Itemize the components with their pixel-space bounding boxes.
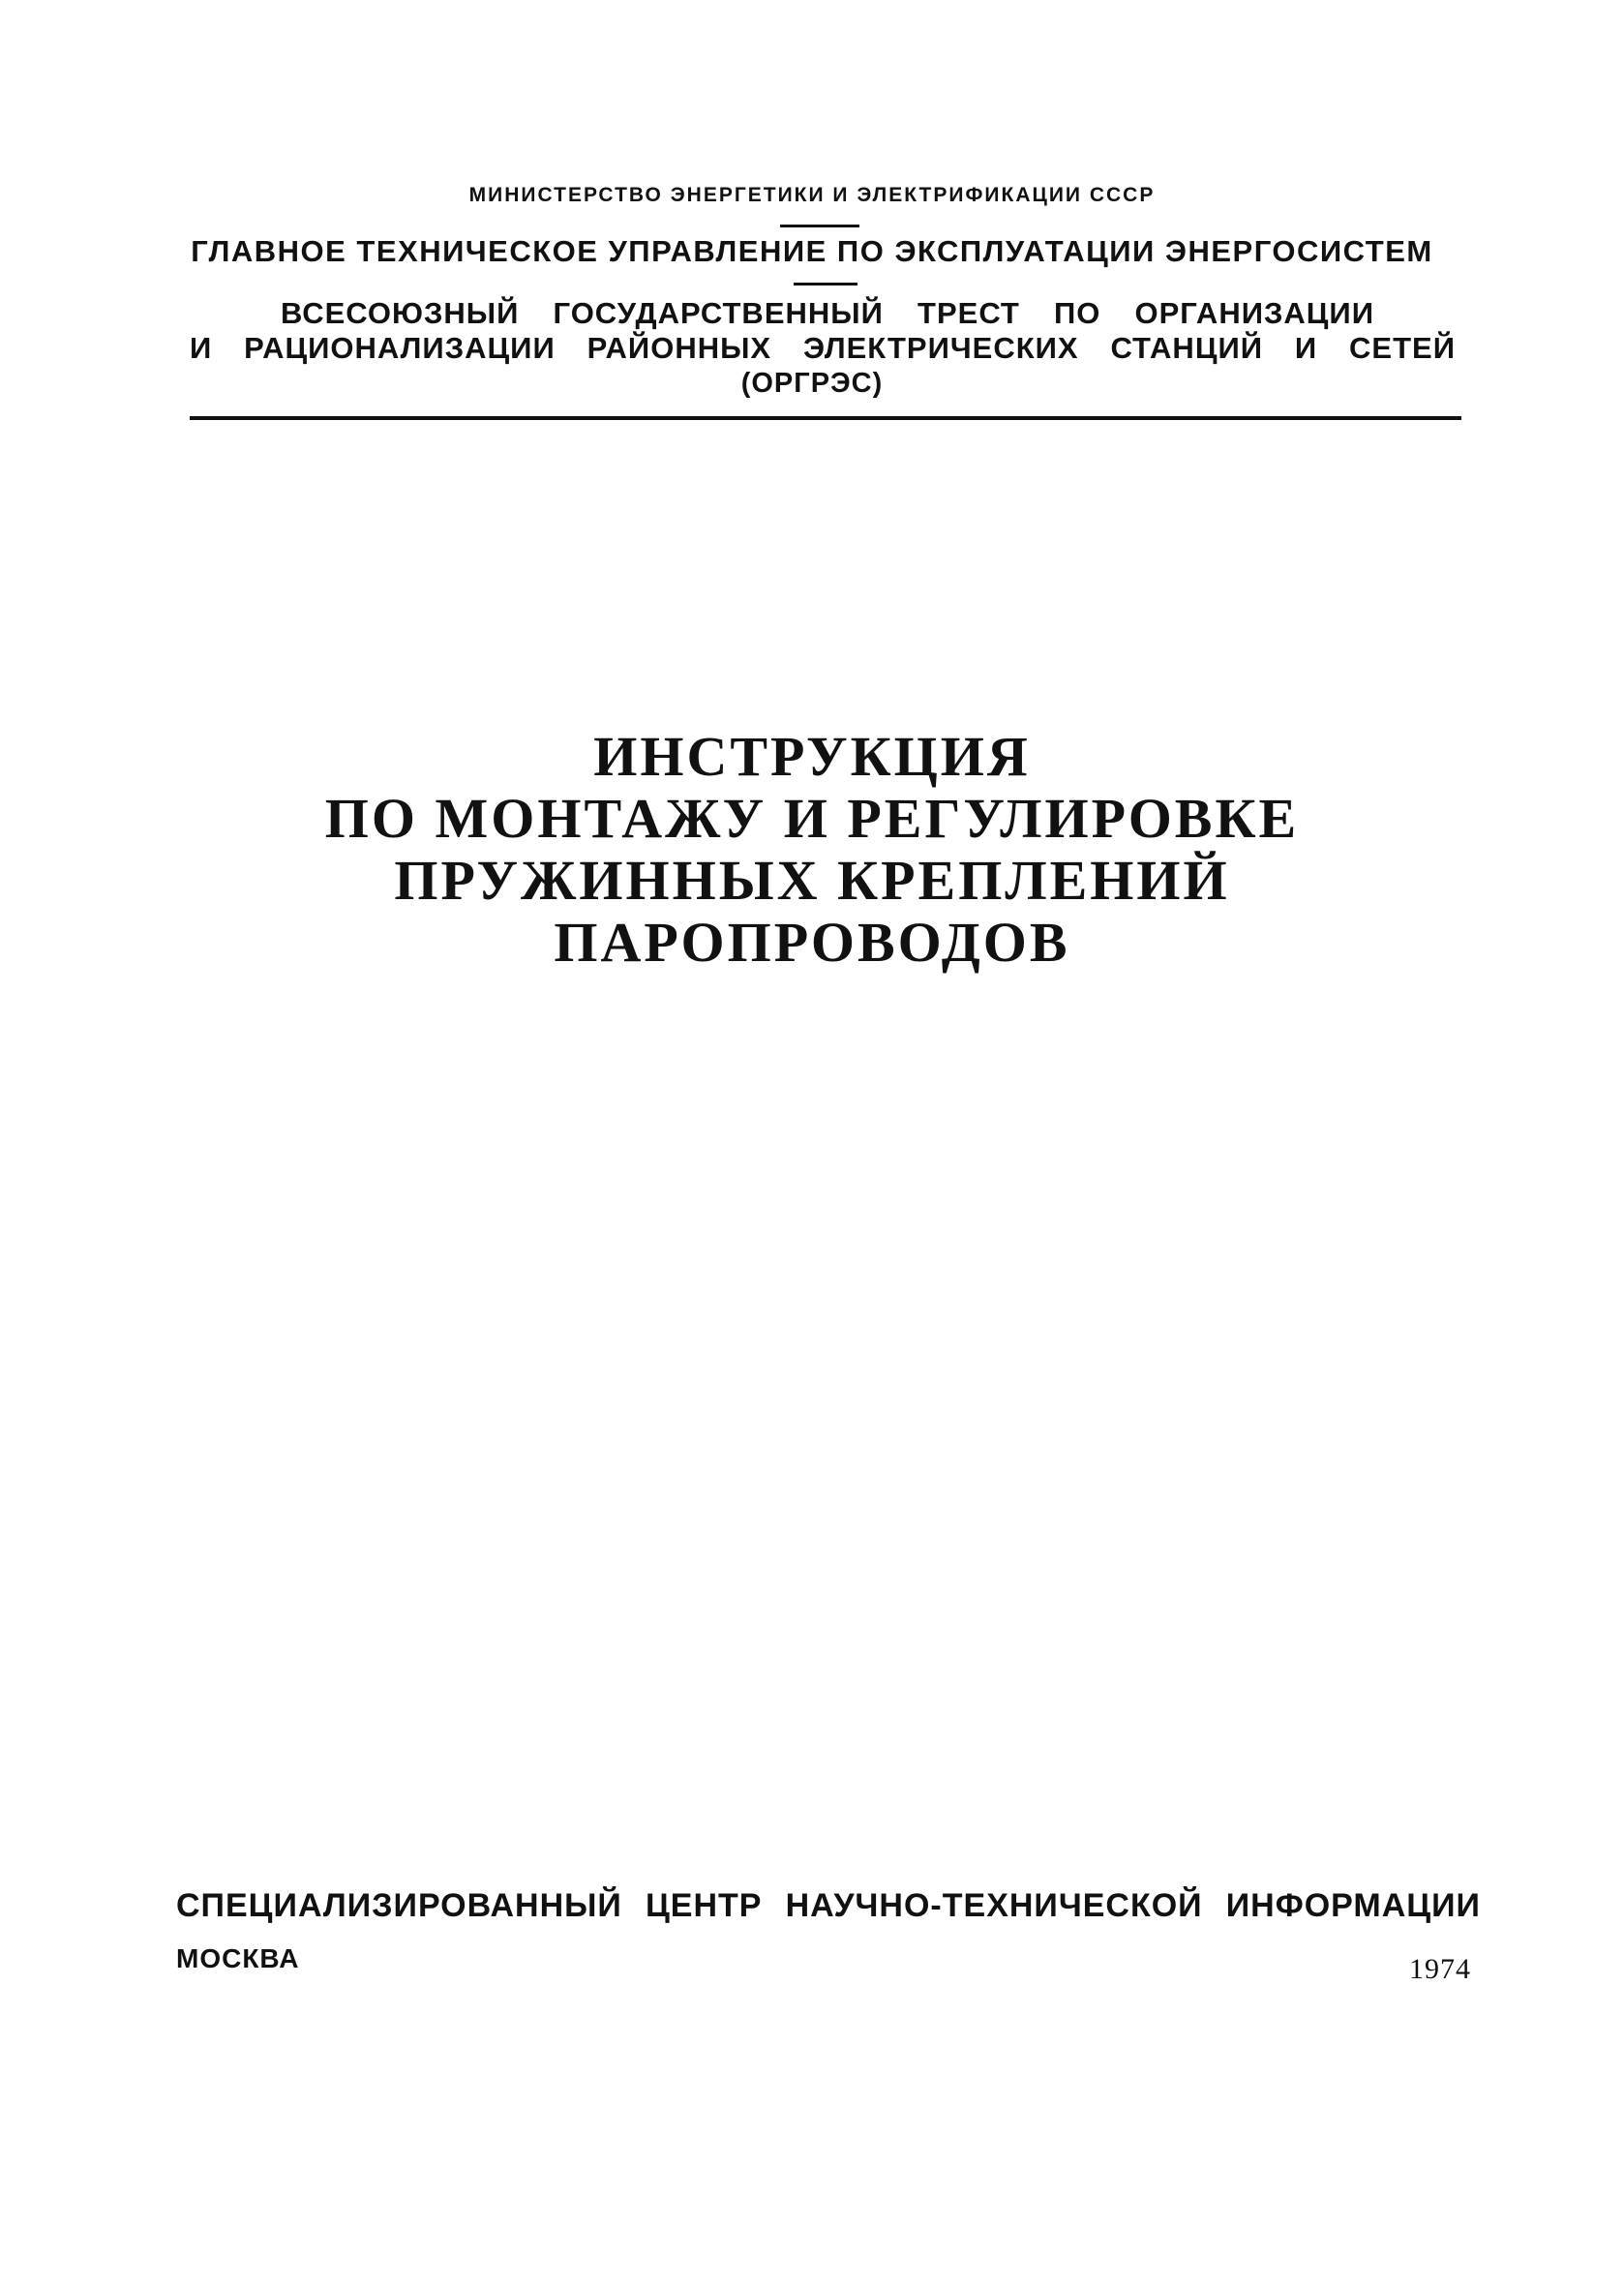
document-title-line-1: ИНСТРУКЦИЯ [593,725,1031,788]
publication-city: МОСКВА [176,1943,300,1973]
short-divider [794,283,857,286]
header-divider [190,416,1461,420]
publisher-name: СПЕЦИАЛИЗИРОВАННЫЙ ЦЕНТР НАУЧНО-ТЕХНИЧЕСКОЙ ИНФОРМАЦИИ [176,1887,1481,1924]
short-divider [780,225,859,227]
trust-abbreviation: (ОРГРЭС) [740,368,884,399]
document-title-line-3: ПРУЖИННЫХ КРЕПЛЕНИЙ [394,849,1230,912]
directorate-heading: ГЛАВНОЕ ТЕХНИЧЕСКОЕ УПРАВЛЕНИЕ ПО ЭКСПЛУАТАЦИИ ЭНЕРГОСИСТЕМ [191,234,1433,268]
trust-heading-line-2: И РАЦИОНАЛИЗАЦИИ РАЙОННЫХ ЭЛЕКТРИЧЕСКИХ СТАНЦИЙ И СЕТЕЙ [190,331,1456,365]
document-title-line-2: ПО МОНТАЖУ И РЕГУЛИРОВКЕ [324,787,1300,850]
document-title-line-4: ПАРОПРОВОДОВ [554,911,1070,974]
publication-year: 1974 [1409,1953,1471,1985]
ministry-heading: МИНИСТЕРСТВО ЭНЕРГЕТИКИ И ЭЛЕКТРИФИКАЦИИ СССР [468,184,1156,206]
trust-heading-line-1: ВСЕСОЮЗНЫЙ ГОСУДАРСТВЕННЫЙ ТРЕСТ ПО ОРГАНИЗАЦИИ [281,296,1374,330]
